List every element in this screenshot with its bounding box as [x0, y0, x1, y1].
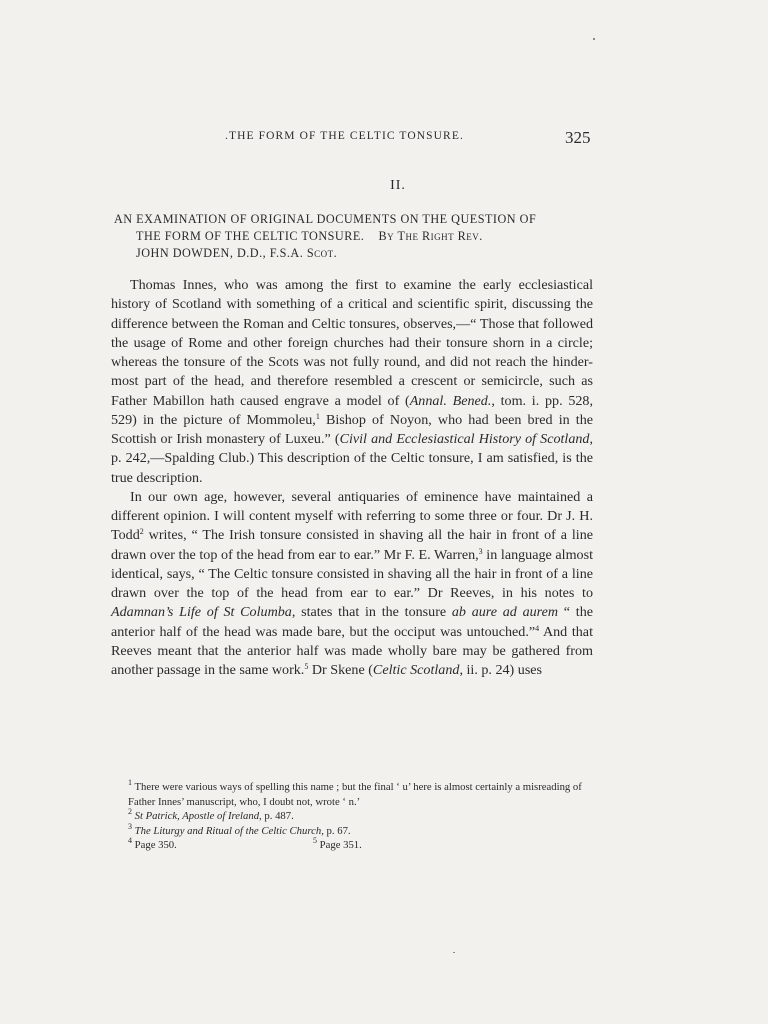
page-number: 325: [565, 128, 591, 147]
footnote-4: $^4$ Page 350.: [128, 836, 177, 852]
footnote-ref-1: 1: [315, 411, 320, 421]
article-title: [114, 211, 594, 262]
byline-suffix: Scot.: [306, 246, 338, 260]
byline-prefix: By The Right Rev.: [378, 229, 483, 243]
title-line-1: AN EXAMINATION OF ORIGINAL DOCUMENTS ON THE QUESTION OF: [114, 212, 537, 226]
footnotes: [111, 780, 593, 853]
title-line-3: JOHN DOWDEN, D.D., F.S.A. Scot.: [136, 246, 338, 260]
footnote-1: $^1$ There were various ways of spelling this name ; but the final ‘ u’ here is almost certainly a misreading of Father Innes’ manuscript, who, I doubt not, wrote ‘ n.’: [128, 778, 582, 808]
footnote-ref-2: 2: [139, 527, 144, 537]
running-head: .THE FORM OF THE CELTIC TONSURE.: [225, 130, 464, 142]
footnote-ref-5: 5: [304, 662, 309, 671]
footnotes-4-5: [111, 838, 593, 853]
paragraph-1: Thomas Innes, who was among the first to examine the early ecclesiastical history of Scotland with something of a critical and scientific spirit, discussing the difference between the Roman and Celtic tonsures, observes,—“ Those that followed the usage of Rome and other foreign churches had their tonsure shorn in a circle; whereas the tonsure of the Scots was not fully round, and did not reach the hinder-most part of the head, and therefore resembled a crescent or semicircle, such as Father Mabillon hath caused engrave a model of (Annal. Bened., tom. i. pp. 528, 529) in the picture of Mommoleu,$^1$ Bishop of Noyon, who had been bred in the Scottish or Irish monastery of Luxeu.” (Civil and Ecclesiastical History of Scotland, p. 242,—Spalding Club.) This description of the Celtic tonsure, I am satisfied, is the true description.: [111, 277, 594, 486]
footnote-2: $^2$ St Patrick, Apostle of Ireland, p. 487.: [128, 807, 294, 823]
title-line-2: THE FORM OF THE CELTIC TONSURE. By The Right Rev.: [136, 229, 483, 243]
body-text: [111, 276, 593, 680]
footnote-3: $^3$ The Liturgy and Ritual of the Celtic Church, p. 67.: [128, 821, 351, 837]
paper-speck: [593, 38, 595, 40]
section-number: II.: [390, 178, 406, 193]
footnote-5: $^5$ Page 351.: [313, 836, 362, 852]
footnote-ref-3: 3: [478, 546, 483, 556]
footnote-ref-4: 4: [535, 623, 540, 633]
paragraph-2: In our own age, however, several antiquaries of eminence have maintained a different opinion. I will content myself with referring to some three or four. Dr J. H. Todd$^2$ writes, “ The Irish tonsure consisted in shaving all the hair in front of a line drawn over the top of the head from ear to ear.” Mr F. E. Warren,$^3$ in language almost identical, says, “ The Celtic tonsure consisted in shaving all the hair in front of a line drawn over the top of the head from ear to ear.” Dr Reeves, in his notes to Adamnan’s Life of St Columba, states that in the tonsure ab aure ad aurem “ the anterior half of the head was made bare, but the occiput was untouched.”$^4$ And that Reeves meant that the anterior half was made wholly bare may be gathered from another passage in the same work.$^5$ Dr Skene (Celtic Scotland, ii. p. 24) uses: [111, 488, 593, 678]
paper-speck: [453, 952, 455, 953]
